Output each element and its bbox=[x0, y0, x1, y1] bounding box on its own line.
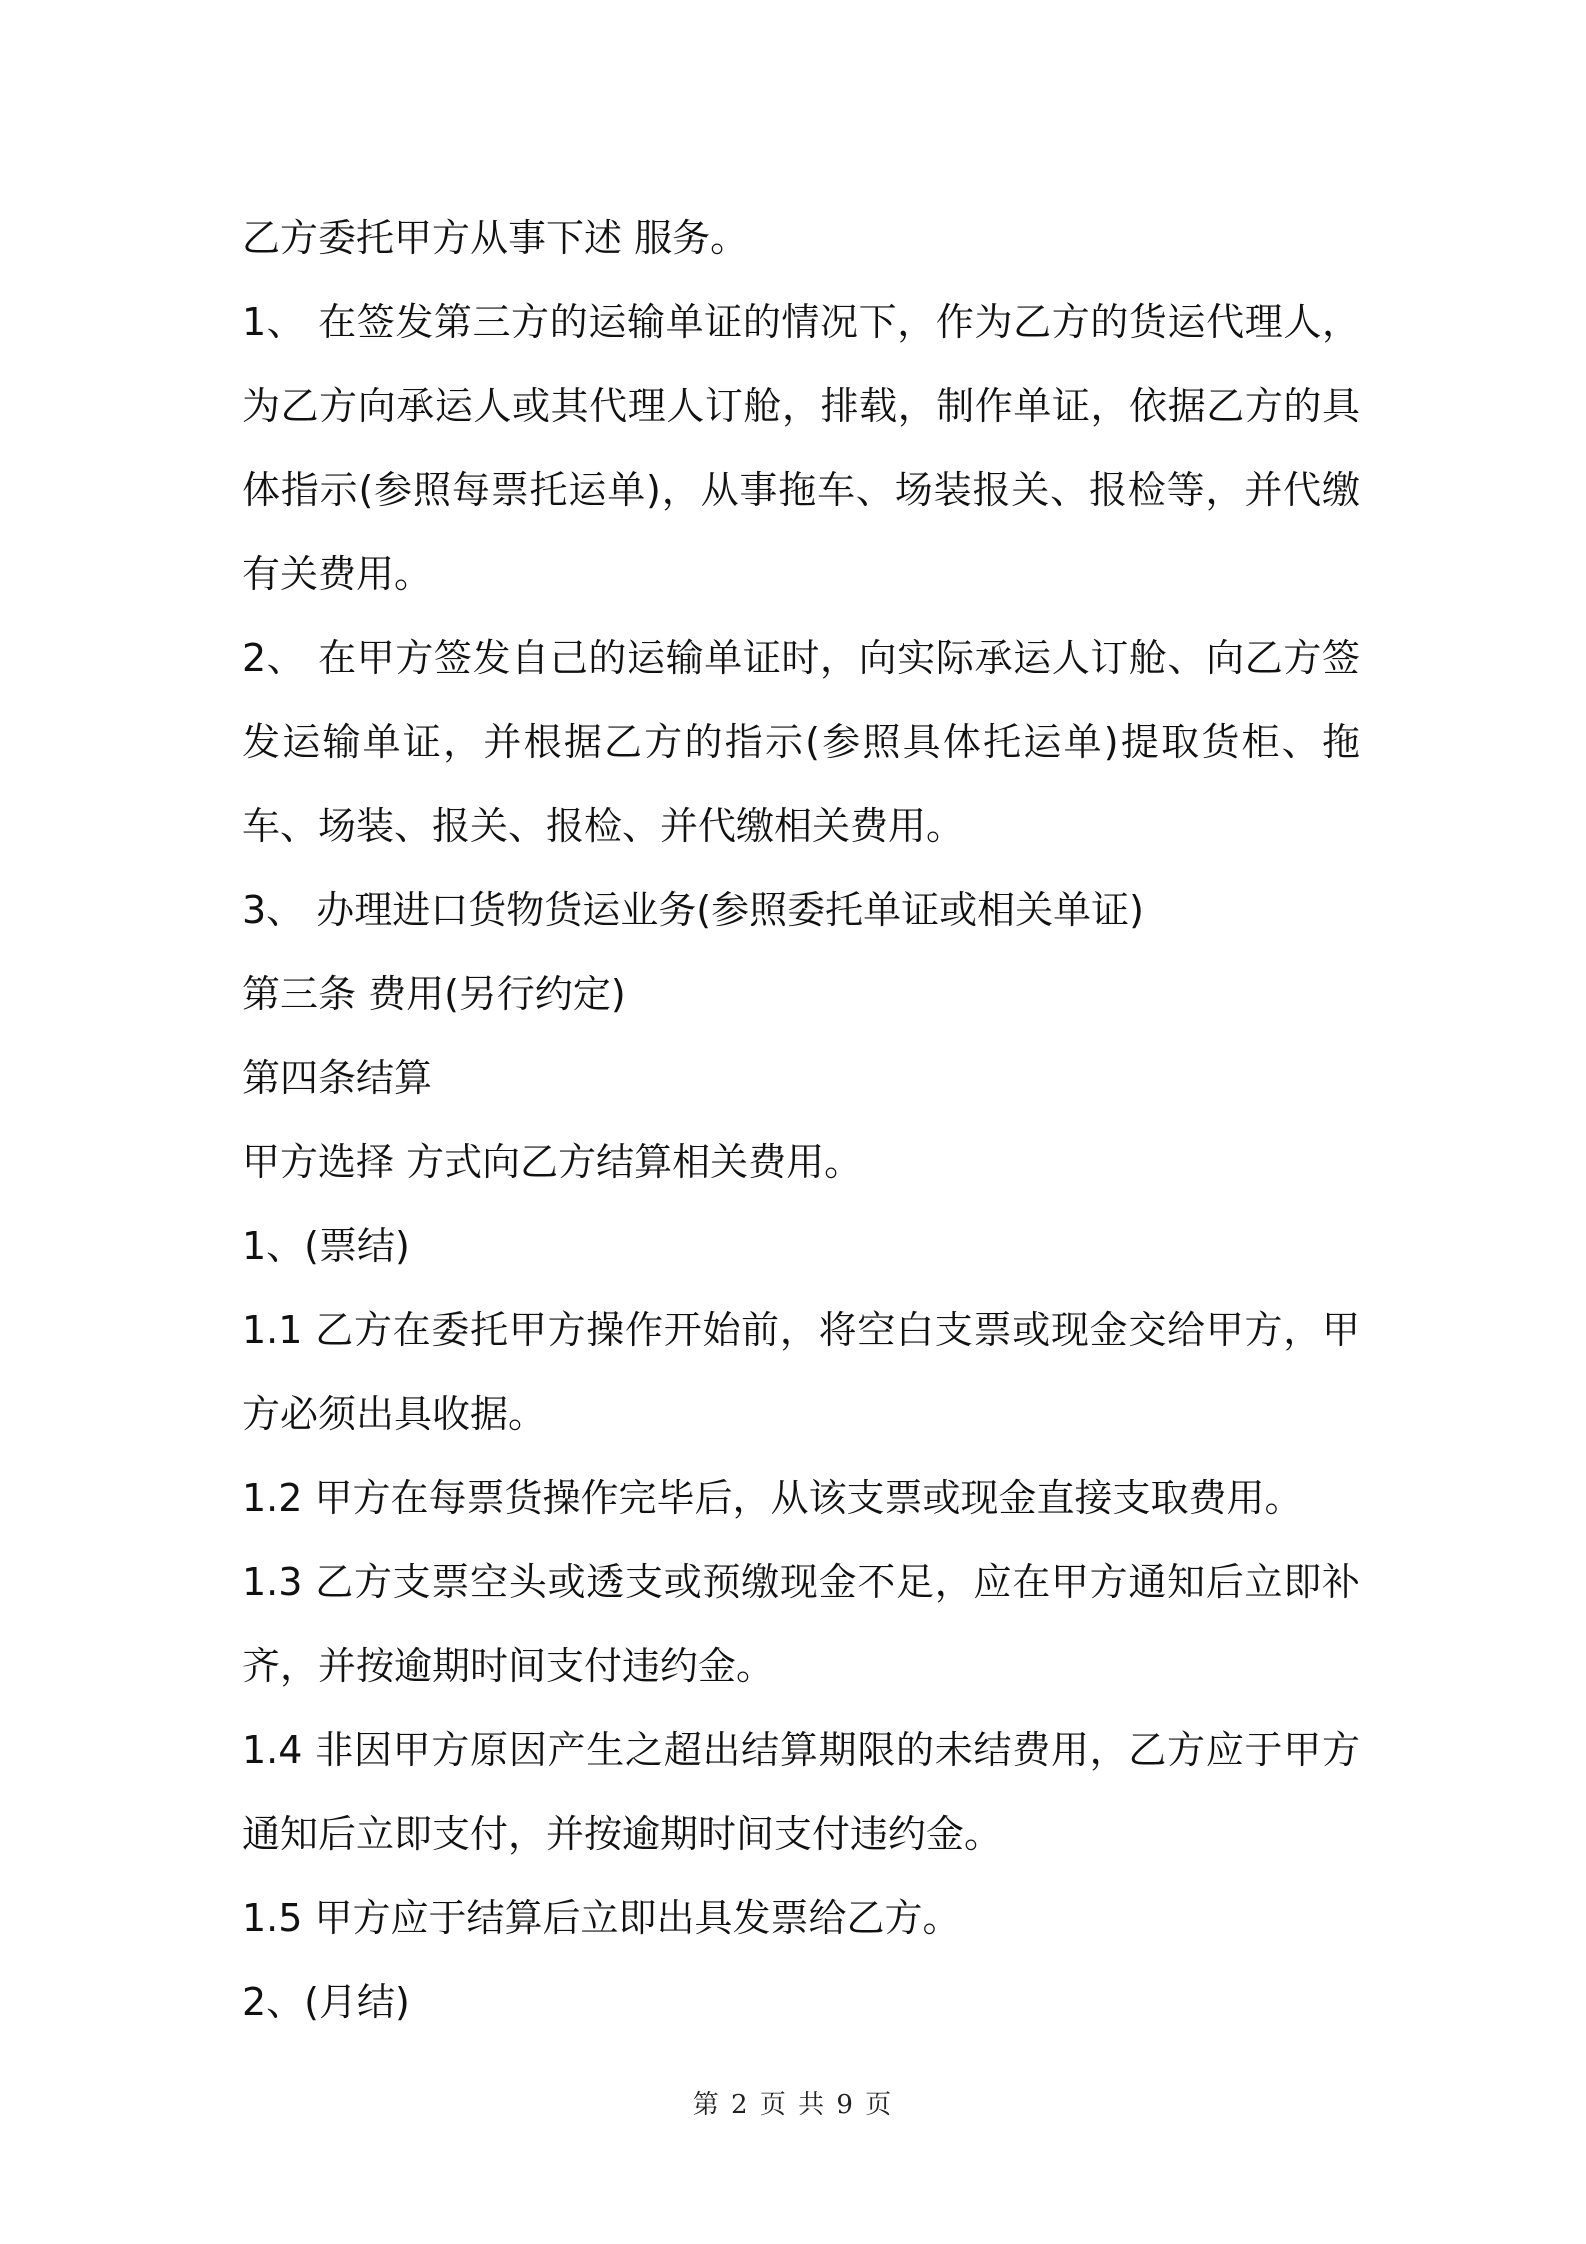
clause-1-2: 1.2 甲方在每票货操作完毕后，从该支票或现金直接支取费用。 bbox=[242, 1476, 1303, 1520]
article-4-heading: 第四条结算 bbox=[242, 1056, 433, 1100]
paragraph-intro: 乙方委托甲方从事下述 服务。 bbox=[242, 216, 749, 260]
article-3-heading: 第三条 费用(另行约定) bbox=[242, 972, 626, 1016]
paragraph-item-1: 1、 在签发第三方的运输单证的情况下，作为乙方的货运代理人，为乙方向承运人或其代理人订舱，排载，制作单证，依据乙方的具体指示(参照每票托运单)，从事拖车、场装报关、报检等，并代缴有关费用。 bbox=[242, 300, 1360, 596]
paragraph-settlement-choice: 甲方选择 方式向乙方结算相关费用。 bbox=[242, 1140, 863, 1184]
clause-1-3: 1.3 乙方支票空头或透支或预缴现金不足，应在甲方通知后立即补齐，并按逾期时间支付违约金。 bbox=[242, 1560, 1360, 1688]
clause-1-1: 1.1 乙方在委托甲方操作开始前，将空白支票或现金交给甲方，甲方必须出具收据。 bbox=[242, 1308, 1360, 1436]
section-monthly-heading: 2、(月结) bbox=[242, 1980, 410, 2024]
paragraph-item-3: 3、 办理进口货物货运业务(参照委托单证或相关单证) bbox=[242, 888, 1144, 932]
section-per-ticket-heading: 1、(票结) bbox=[242, 1224, 410, 1268]
clause-1-4: 1.4 非因甲方原因产生之超出结算期限的未结费用，乙方应于甲方通知后立即支付，并按逾期时间支付违约金。 bbox=[242, 1728, 1360, 1856]
paragraph-item-2: 2、 在甲方签发自己的运输单证时，向实际承运人订舱、向乙方签发运输单证，并根据乙方的指示(参照具体托运单)提取货柜、拖车、场装、报关、报检、并代缴相关费用。 bbox=[242, 636, 1360, 848]
clause-1-5: 1.5 甲方应于结算后立即出具发票给乙方。 bbox=[242, 1896, 961, 1940]
document-body bbox=[242, 196, 1360, 2044]
page-number-footer: 第 2 页 共 9 页 bbox=[692, 2090, 894, 2120]
